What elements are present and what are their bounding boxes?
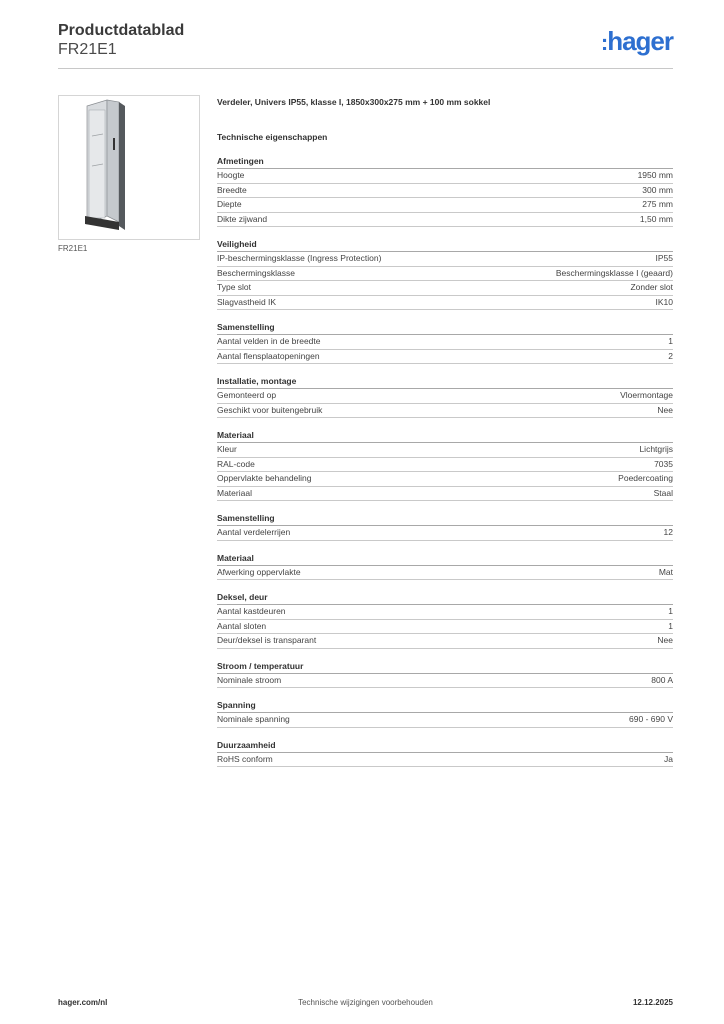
spec-value: Mat [658, 566, 673, 577]
spec-sections [217, 155, 673, 767]
spec-row [217, 458, 673, 473]
section-title: Samenstelling [217, 321, 673, 335]
spec-label: Diepte [217, 199, 242, 209]
spec-row [217, 753, 673, 768]
spec-row [217, 487, 673, 502]
section-title: Samenstelling [217, 512, 673, 526]
spec-row [217, 472, 673, 487]
section-title: Stroom / temperatuur [217, 660, 673, 674]
spec-row [217, 674, 673, 689]
spec-label: Aantal verdelerrijen [217, 527, 291, 537]
spec-section [217, 699, 673, 728]
spec-row [217, 267, 673, 282]
spec-value: Beschermingsklasse I (geaard) [555, 267, 673, 278]
product-description: Verdeler, Univers IP55, klasse I, 1850x300x275 mm + 100 mm sokkel [217, 97, 491, 107]
spec-row [217, 350, 673, 365]
spec-label: Aantal flensplaatopeningen [217, 350, 320, 361]
spec-label: Oppervlakte behandeling [217, 473, 312, 483]
product-image [58, 95, 200, 240]
spec-value: Zonder slot [630, 282, 673, 292]
spec-value: 275 mm [642, 199, 673, 209]
spec-row [217, 281, 673, 296]
spec-row [217, 198, 673, 213]
specs-heading: Technische eigenschappen [217, 132, 328, 142]
section-title: Duurzaamheid [217, 739, 673, 753]
spec-label: Gemonteerd op [217, 390, 277, 400]
spec-value: Staal [653, 487, 673, 498]
spec-value: 2 [668, 350, 673, 361]
spec-row [217, 713, 673, 728]
spec-row [217, 526, 673, 541]
spec-section [217, 660, 673, 689]
section-title: Deksel, deur [217, 591, 673, 605]
spec-row [217, 184, 673, 199]
section-title: Afmetingen [217, 155, 673, 169]
spec-section [217, 429, 673, 501]
spec-row [217, 296, 673, 311]
spec-value: 1 [668, 606, 673, 616]
spec-value: IK10 [655, 296, 673, 307]
spec-row [217, 389, 673, 404]
spec-row [217, 620, 673, 635]
spec-section [217, 238, 673, 310]
spec-label: Slagvastheid IK [217, 296, 277, 307]
spec-row [217, 213, 673, 228]
spec-label: Aantal sloten [217, 620, 267, 631]
spec-label: Geschikt voor buitengebruik [217, 404, 323, 415]
image-caption: FR21E1 [58, 244, 88, 253]
spec-row [217, 335, 673, 350]
spec-label: Hoogte [217, 170, 245, 180]
spec-row [217, 169, 673, 184]
hager-logo: :hager [600, 26, 673, 56]
spec-section [217, 155, 673, 227]
section-title: Veiligheid [217, 238, 673, 252]
spec-label: Dikte zijwand [217, 213, 268, 224]
spec-row [217, 634, 673, 649]
spec-label: Aantal velden in de breedte [217, 336, 321, 346]
spec-section [217, 739, 673, 768]
spec-value: 690 - 690 V [629, 714, 673, 724]
page-header [58, 22, 673, 60]
spec-label: Nominale stroom [217, 674, 282, 685]
spec-row [217, 404, 673, 419]
section-title: Spanning [217, 699, 673, 713]
spec-row [217, 443, 673, 458]
spec-label: Materiaal [217, 487, 252, 498]
spec-label: Type slot [217, 282, 252, 292]
footer-date: 12.12.2025 [632, 998, 673, 1007]
spec-value: 12 [663, 527, 673, 537]
spec-section [217, 591, 673, 649]
spec-section [217, 512, 673, 541]
spec-section [217, 375, 673, 418]
spec-value: 1950 mm [637, 170, 673, 180]
section-title: Materiaal [217, 429, 673, 443]
spec-value: Ja [664, 753, 673, 764]
document-title: Productdatablad [58, 22, 185, 39]
spec-label: IP-beschermingsklasse (Ingress Protection) [217, 253, 382, 263]
spec-value: 1,50 mm [639, 213, 673, 224]
spec-value: IP55 [655, 253, 673, 263]
spec-label: Kleur [217, 444, 237, 454]
spec-section [217, 321, 673, 364]
spec-row [217, 252, 673, 267]
spec-row [217, 605, 673, 620]
spec-row [217, 566, 673, 581]
spec-label: RoHS conform [217, 753, 273, 764]
spec-section [217, 552, 673, 581]
footer-disclaimer: Technische wijzigingen voorbehouden [298, 998, 433, 1007]
spec-value: 300 mm [642, 184, 673, 195]
spec-label: Deur/deksel is transparant [217, 635, 317, 645]
spec-label: Nominale spanning [217, 714, 290, 724]
spec-label: Beschermingsklasse [217, 267, 295, 278]
spec-value: 1 [668, 336, 673, 346]
spec-label: Aantal kastdeuren [217, 606, 286, 616]
spec-value: 7035 [654, 458, 673, 469]
spec-value: Lichtgrijs [639, 444, 673, 454]
spec-label: Breedte [217, 184, 247, 195]
spec-value: 1 [668, 620, 673, 631]
footer-website: hager.com/nl [58, 998, 108, 1007]
spec-label: Afwerking oppervlakte [217, 566, 301, 577]
spec-value: Vloermontage [620, 390, 673, 400]
section-title: Installatie, montage [217, 375, 673, 389]
section-title: Materiaal [217, 552, 673, 566]
header-divider [58, 68, 673, 69]
spec-value: Poedercoating [618, 473, 673, 483]
product-code: FR21E1 [58, 41, 117, 58]
spec-label: RAL-code [217, 458, 255, 469]
spec-value: Nee [657, 404, 673, 415]
spec-value: 800 A [651, 674, 673, 685]
spec-value: Nee [657, 635, 673, 645]
spec-content [217, 96, 673, 767]
cabinet-image [59, 96, 199, 239]
